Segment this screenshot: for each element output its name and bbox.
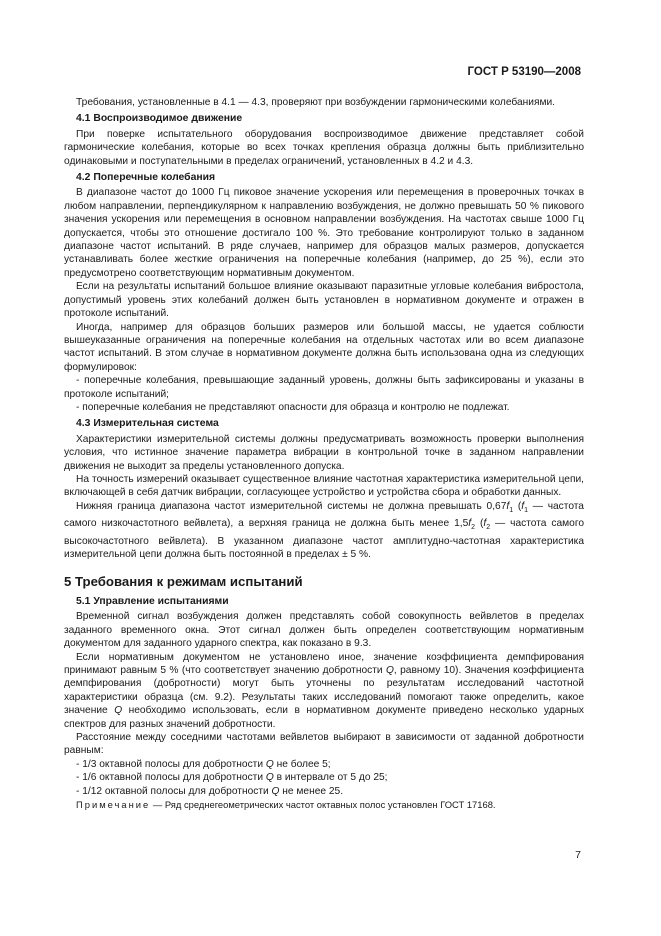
note xyxy=(64,798,584,811)
symbol-q: Q xyxy=(265,758,274,770)
section-5-1-list-item-2 xyxy=(64,771,584,784)
section-5-1-heading: 5.1 Управление испытаниями xyxy=(76,595,229,607)
symbol-f1: f xyxy=(521,500,525,512)
section-5-1-list-item-3 xyxy=(64,785,584,798)
text-run: необходимо использовать, если в нормативном документе приведено несколько ударных спектров для разных значений добротности. xyxy=(64,705,584,730)
text-run: в интервале от 5 до 25; xyxy=(273,772,388,784)
section-5-1-paragraph-2 xyxy=(64,651,584,731)
subscript-2: 2 xyxy=(486,524,491,532)
symbol-q: Q xyxy=(114,705,123,717)
section-4-2-heading: 4.2 Поперечные колебания xyxy=(76,172,216,184)
page-header-standard: ГОСТ Р 53190—2008 xyxy=(467,66,581,78)
section-4-2-paragraph-2: Если на результаты испытаний большое влияние оказывают паразитные угловые колебания вибростола, допустимый уровень этих колебаний должен быть установлен в нормативном документе и отражен в протоколе испытаний. xyxy=(64,281,584,320)
symbol-q: Q xyxy=(385,664,394,676)
text-run: - 1/12 октавной полосы для добротности xyxy=(76,785,272,797)
text-run: — частота самого высокочастотного вейвлета). В указанном диапазоне частот амплитудно-частотная характеристика измерительной цепи должна быть постоянной в пределах ± 5 %. xyxy=(64,518,584,561)
subscript-1: 1 xyxy=(524,506,529,514)
text-run: - 1/6 октавной полосы для добротности xyxy=(76,772,266,784)
section-4-1-paragraph: При поверке испытательного оборудования воспроизводимое движение представляет собой гармонические колебания, которые во всех точках крепления образца должны быть приблизительно одинаковыми и поступательными в пределах ограничений, установленных в 4.2 и 4.3. xyxy=(64,128,584,167)
text-run: Если нормативным документом не установлено иное, значение коэффициента демпфирования принимают равным 5 % (что соответствует значению добротности xyxy=(64,651,584,676)
intro-paragraph: Требования, установленные в 4.1 — 4.3, проверяют при возбуждении гармоническими колебаниями. xyxy=(76,97,556,108)
symbol-f1: f xyxy=(506,500,510,512)
subscript-2: 2 xyxy=(471,524,475,532)
section-4-2-list-item-1: - поперечные колебания, превышающие заданный уровень, должны быть зафиксированы и указаны в протоколе испытаний; xyxy=(64,375,584,400)
text-run: , равному 10). Значения коэффициента демпфирования (добротности) могут быть уточнены по результатам исследований частотной характеристики образца (см. 9.2). Результаты таких исследований помогают также определить, какое значение xyxy=(64,664,584,717)
page-number: 7 xyxy=(575,849,581,861)
section-4-2-list-item-2: - поперечные колебания не представляют опасности для образца и контролю не подлежат. xyxy=(76,401,510,413)
text-run: ( xyxy=(513,500,522,512)
section-5-1-list-item-1 xyxy=(64,758,584,771)
text-run: не более 5; xyxy=(273,758,331,770)
section-4-3-paragraph-3 xyxy=(64,500,584,562)
note-text: — Ряд среднегеометрических частот октавных полос установлен ГОСТ 17168. xyxy=(150,798,496,810)
section-4-3-heading: 4.3 Измерительная система xyxy=(76,418,219,430)
text-run: ( xyxy=(475,518,484,530)
section-5-1-paragraph-3: Расстояние между соседними частотами вейвлетов выбирают в зависимости от заданной добротности равным: xyxy=(64,731,584,757)
symbol-f2: f xyxy=(468,518,472,530)
section-5-1-paragraph-1: Временной сигнал возбуждения должен представлять собой совокупность вейвлетов в пределах заданного временного окна. Этот сигнал должен быть определен соответствующим нормативным документом для заданного ударного спектра, как показано в 9.3. xyxy=(64,611,584,650)
symbol-f2: f xyxy=(483,518,487,530)
text-run: — частота самого низкочастотного вейвлета), а верхняя граница не должна быть менее 1,5 xyxy=(64,500,584,530)
symbol-q: Q xyxy=(265,772,274,784)
text-run: - 1/3 октавной полосы для добротности xyxy=(76,758,266,770)
section-4-3-paragraph-2: На точность измерений оказывает существенное влияние частотная характеристика измерительной цепи, включающей в себя датчик вибрации, согласующее устройство и устройства сбора и обработки данных. xyxy=(64,473,584,499)
section-4-1-heading: 4.1 Воспроизводимое движение xyxy=(76,113,243,125)
section-4-2-paragraph-3: Иногда, например для образцов больших размеров или большой массы, не удается соблюсти вышеуказанные ограничения на поперечные колебания на отдельных частотах или во всем диапазоне частот испытаний. В этом случае в нормативном документе должна быть использована одна из следующих формулировок: xyxy=(64,321,584,373)
section-4-2-paragraph-1: В диапазоне частот до 1000 Гц пиковое значение ускорения или перемещения в проверочных точках в любом направлении, перпендикулярном к направлению возбуждения, не должно превышать 50 % пикового значения ускорения или перемещения в основном направлении возбуждения. На частотах свыше 1000 Гц допускается, чтобы это отношение достигало 100 %. Это требование контролируют только в заданном диапазоне частот испытаний. В ряде случаев, например для образцов малых размеров, допускается устанавливать более жесткие ограничения на поперечные колебания (например, до 25 %), если это предусмотрено соответствующим нормативным документом. xyxy=(64,187,584,279)
text-run: не менее 25. xyxy=(279,785,344,797)
subscript-1: 1 xyxy=(509,506,514,514)
text-run: Нижняя граница диапазона частот измерительной системы не должна превышать 0,67 xyxy=(76,500,507,512)
page-content xyxy=(64,96,584,811)
symbol-q: Q xyxy=(271,785,280,797)
note-label: Примечание xyxy=(76,798,151,810)
section-4-3-paragraph-1: Характеристики измерительной системы должны предусматривать возможность проверки выполнения условия, что истинное значение параметра вибрации в контрольной точке в заданном направлении движения не выходит за пределы установленного допуска. xyxy=(64,433,584,472)
section-5-heading: 5 Требования к режимам испытаний xyxy=(64,574,303,590)
